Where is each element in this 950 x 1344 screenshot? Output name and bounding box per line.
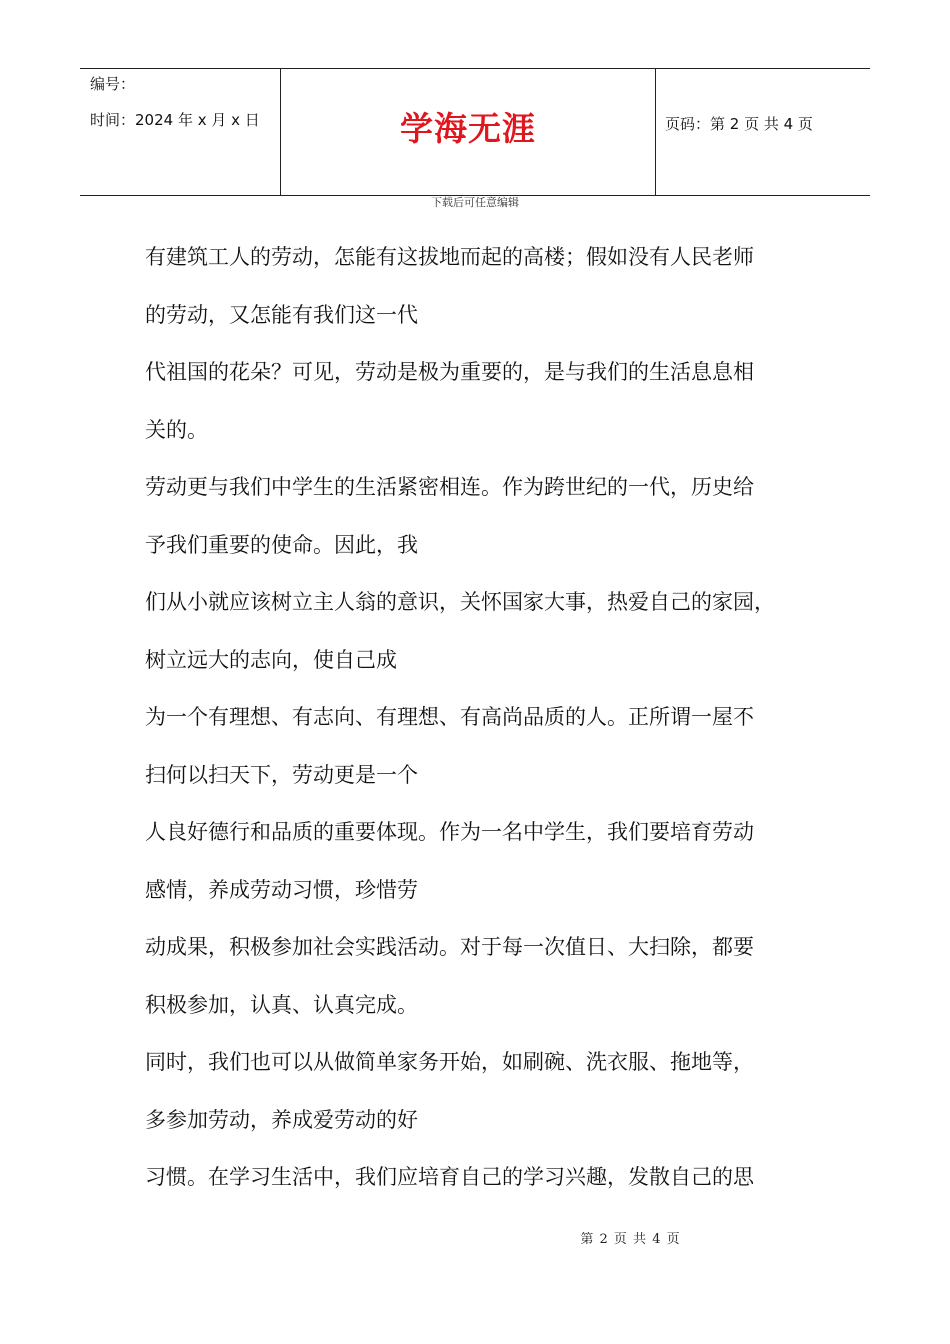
text-line: 积极参加，认真、认真完成。 <box>145 992 418 1017</box>
brand-title: 学海无涯 <box>400 109 536 148</box>
text-line: 多参加劳动，养成爱劳动的好 <box>145 1107 418 1132</box>
body-text <box>145 235 825 1213</box>
number-label: 编号： <box>90 75 136 93</box>
time-label: 时间：2024 年 x 月 x 日 <box>90 111 260 129</box>
text-line: 们从小就应该树立主人翁的意识，关怀国家大事，热爱自己的家园， <box>145 590 775 614</box>
text-line: 扫何以扫天下，劳动更是一个 <box>145 762 418 787</box>
header-page-info: 页码：第 2 页 共 4 页 <box>665 115 813 133</box>
footer-page-number: 第 2 页 共 4 页 <box>580 1232 680 1247</box>
header-right-cell <box>655 69 870 195</box>
text-line: 动成果，积极参加社会实践活动。对于每一次值日、大扫除，都要 <box>145 935 754 959</box>
text-line: 的劳动，又怎能有我们这一代 <box>145 302 418 327</box>
text-line: 予我们重要的使命。因此，我 <box>145 532 418 557</box>
header-middle-cell <box>280 69 656 195</box>
header-left-cell <box>80 69 280 195</box>
text-line: 代祖国的花朵？可见，劳动是极为重要的，是与我们的生活息息相 <box>145 360 754 384</box>
text-line: 劳动更与我们中学生的生活紧密相连。作为跨世纪的一代，历史给 <box>145 475 754 499</box>
text-line: 树立远大的志向，使自己成 <box>145 647 397 672</box>
text-line: 感情，养成劳动习惯，珍惜劳 <box>145 877 418 902</box>
text-line: 人良好德行和品质的重要体现。作为一名中学生，我们要培育劳动 <box>145 820 754 844</box>
download-note: 下载后可任意编辑 <box>431 196 519 209</box>
document-header <box>80 68 870 196</box>
text-line: 习惯。在学习生活中，我们应培育自己的学习兴趣，发散自己的思 <box>145 1165 754 1189</box>
text-line: 关的。 <box>145 417 208 442</box>
text-line: 为一个有理想、有志向、有理想、有高尚品质的人。正所谓一屋不 <box>145 705 754 729</box>
text-line: 同时，我们也可以从做简单家务开始，如刷碗、洗衣服、拖地等， <box>145 1050 754 1074</box>
text-line: 有建筑工人的劳动，怎能有这拔地而起的高楼；假如没有人民老师 <box>145 245 754 269</box>
